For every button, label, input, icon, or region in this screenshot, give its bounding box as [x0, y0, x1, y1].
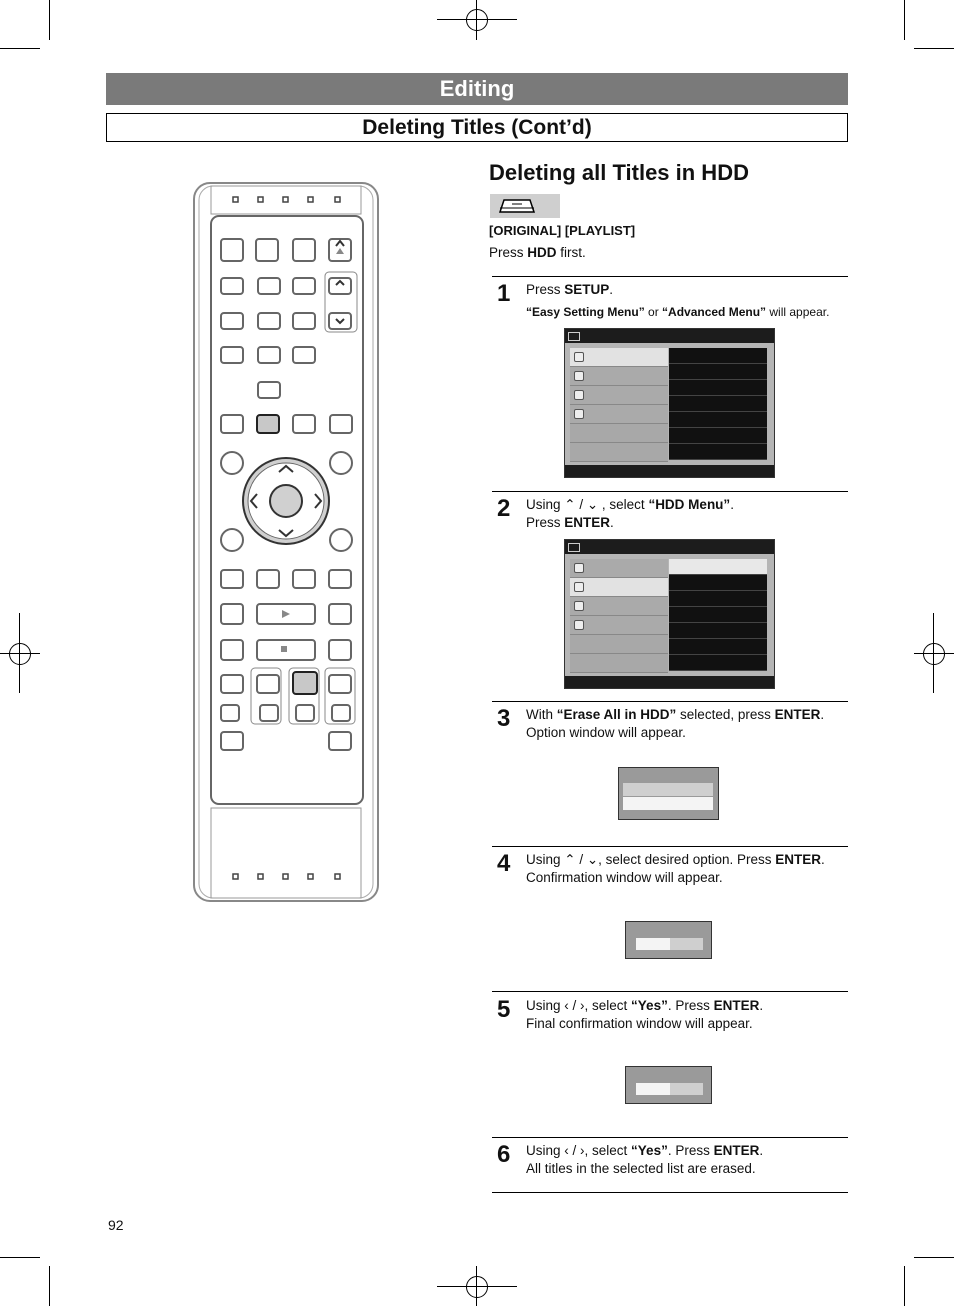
menu-item [570, 367, 668, 386]
step-line [526, 997, 848, 1015]
option-window [618, 767, 719, 820]
step-4-text [526, 851, 848, 887]
registration-mark [923, 643, 945, 665]
option-item [623, 783, 713, 796]
text: . [609, 282, 614, 297]
submenu-item [669, 412, 767, 428]
step-line [526, 496, 848, 514]
text: Using [526, 852, 565, 867]
up-down-arrow-icon: ⌃ / ⌄ [564, 852, 599, 867]
submenu-item [669, 639, 767, 655]
crop-mark [19, 613, 20, 693]
screen-status-bar [565, 465, 774, 477]
divider [492, 276, 848, 277]
text: , select [584, 998, 632, 1013]
crop-mark [437, 19, 517, 20]
key-name: HDD [527, 245, 557, 260]
crop-mark [0, 1257, 40, 1258]
crop-mark [904, 0, 905, 40]
crop-mark [914, 48, 954, 49]
crop-mark [49, 1266, 50, 1306]
submenu-list [669, 348, 767, 460]
text: selected, press [676, 707, 775, 722]
crop-mark [476, 0, 477, 40]
confirmation-window [625, 921, 712, 959]
press-hdd-first [489, 245, 586, 260]
section-title: Deleting all Titles in HDD [489, 160, 749, 185]
option-name: “Yes” [631, 1143, 668, 1158]
key-name: ENTER [775, 852, 822, 867]
step-3-text [526, 706, 848, 742]
step-number: 1 [497, 280, 511, 307]
key-name: ENTER [774, 707, 821, 722]
submenu-item [669, 623, 767, 639]
menu-item [570, 635, 668, 654]
final-confirmation-window [625, 1066, 712, 1104]
crop-mark [437, 1286, 517, 1287]
list-icon [574, 409, 584, 419]
disc-icon [574, 563, 584, 573]
text: Press [526, 282, 565, 297]
menu-item [570, 616, 668, 635]
crop-mark [49, 0, 50, 40]
step-line [526, 281, 848, 299]
menu-item [570, 424, 668, 443]
text: Press [526, 515, 565, 530]
menu-name: “Easy Setting Menu” [526, 305, 645, 319]
hdd-menu-icon [574, 582, 584, 592]
crop-mark [914, 653, 954, 654]
crop-mark [476, 1266, 477, 1306]
divider [492, 1192, 848, 1193]
remote-control [193, 182, 379, 902]
option-name: “Yes” [631, 998, 668, 1013]
menu-name: “Advanced Menu” [662, 305, 767, 319]
submenu-item [669, 444, 767, 460]
submenu-item [669, 364, 767, 380]
crop-mark [0, 653, 40, 654]
wrench-icon [574, 601, 584, 611]
section-header: Editing [106, 73, 848, 105]
step-line: All titles in the selected list are erased. [526, 1161, 756, 1176]
divider [492, 491, 848, 492]
menu-name: “HDD Menu” [648, 497, 731, 512]
divider [492, 991, 848, 992]
text: , select [598, 497, 649, 512]
text: . Press [667, 998, 714, 1013]
menu-item [570, 386, 668, 405]
submenu-item [669, 380, 767, 396]
step-1-text [526, 281, 848, 321]
text: . Press [667, 1143, 714, 1158]
option-item [623, 797, 713, 810]
hdd-icon [490, 194, 560, 218]
yes-option [636, 938, 670, 950]
text: or [644, 305, 663, 319]
submenu-item [669, 559, 767, 575]
step-line: Option window will appear. [526, 725, 686, 740]
setup-menu-screen [564, 328, 775, 478]
menu-name: “Erase All in HDD” [556, 707, 677, 722]
submenu-item [669, 396, 767, 412]
list-icon [574, 620, 584, 630]
up-down-arrow-icon: ⌃ / ⌄ [564, 497, 599, 512]
step-6-text [526, 1142, 848, 1178]
step-number: 3 [497, 705, 511, 732]
text: will appear. [766, 305, 830, 319]
text: Press [489, 245, 528, 260]
key-name: SETUP [564, 282, 610, 297]
step-line: Confirmation window will appear. [526, 870, 723, 885]
no-option [670, 1083, 703, 1095]
key-name: ENTER [713, 1143, 760, 1158]
text: Using [526, 1143, 565, 1158]
step-line: Final confirmation window will appear. [526, 1016, 753, 1031]
menu-item [570, 405, 668, 424]
text: With [526, 707, 557, 722]
step-line [526, 706, 848, 724]
step-line [526, 514, 848, 532]
step-line [526, 1142, 848, 1160]
text: . [730, 497, 734, 512]
mode-tags: [ORIGINAL] [PLAYLIST] [489, 223, 636, 238]
menu-item [570, 348, 668, 367]
crop-mark [914, 1257, 954, 1258]
divider [492, 701, 848, 702]
submenu-item [669, 607, 767, 623]
text: first. [556, 245, 586, 260]
registration-mark [466, 9, 488, 31]
text: . [820, 707, 825, 722]
page-subtitle: Deleting Titles (Cont’d) [106, 113, 848, 142]
submenu-item [669, 655, 767, 671]
hdd-menu-icon [574, 371, 584, 381]
divider [492, 1137, 848, 1138]
menu-list [570, 348, 668, 462]
step-number: 2 [497, 495, 511, 522]
key-name: ENTER [713, 998, 760, 1013]
submenu-item [669, 575, 767, 591]
text: Using [526, 998, 565, 1013]
left-right-arrow-icon: ‹ / › [564, 1143, 585, 1158]
step-number: 6 [497, 1141, 511, 1168]
screen-title-bar [565, 329, 774, 343]
menu-item [570, 559, 668, 578]
text: . [821, 852, 825, 867]
submenu-item [669, 591, 767, 607]
step-number: 4 [497, 850, 511, 877]
divider [492, 846, 848, 847]
step-2-text [526, 496, 848, 532]
step-line [526, 851, 848, 869]
text: . [610, 515, 614, 530]
menu-icon [568, 332, 580, 341]
no-option [670, 938, 703, 950]
left-right-arrow-icon: ‹ / › [564, 998, 585, 1013]
screen-title-bar [565, 540, 774, 554]
crop-mark [933, 613, 934, 693]
text: . [759, 1143, 764, 1158]
menu-item [570, 443, 668, 462]
crop-mark [904, 1266, 905, 1306]
text: . [759, 998, 764, 1013]
menu-item [570, 578, 668, 597]
step-5-text [526, 997, 848, 1033]
menu-item [570, 654, 668, 673]
text: , select [584, 1143, 632, 1158]
submenu-item [669, 428, 767, 444]
menu-icon [568, 543, 580, 552]
disc-icon [574, 352, 584, 362]
menu-list [570, 559, 668, 673]
page-number: 92 [108, 1217, 124, 1233]
submenu-item [669, 348, 767, 364]
yes-option [636, 1083, 670, 1095]
hdd-menu-screen [564, 539, 775, 689]
wrench-icon [574, 390, 584, 400]
registration-mark [466, 1276, 488, 1298]
key-name: ENTER [564, 515, 611, 530]
crop-mark [0, 48, 40, 49]
submenu-list [669, 559, 767, 671]
text: Using [526, 497, 565, 512]
step-number: 5 [497, 996, 511, 1023]
menu-item [570, 597, 668, 616]
registration-mark [9, 643, 31, 665]
step-line [526, 303, 848, 321]
text: , select desired option. Press [598, 852, 776, 867]
screen-status-bar [565, 676, 774, 688]
